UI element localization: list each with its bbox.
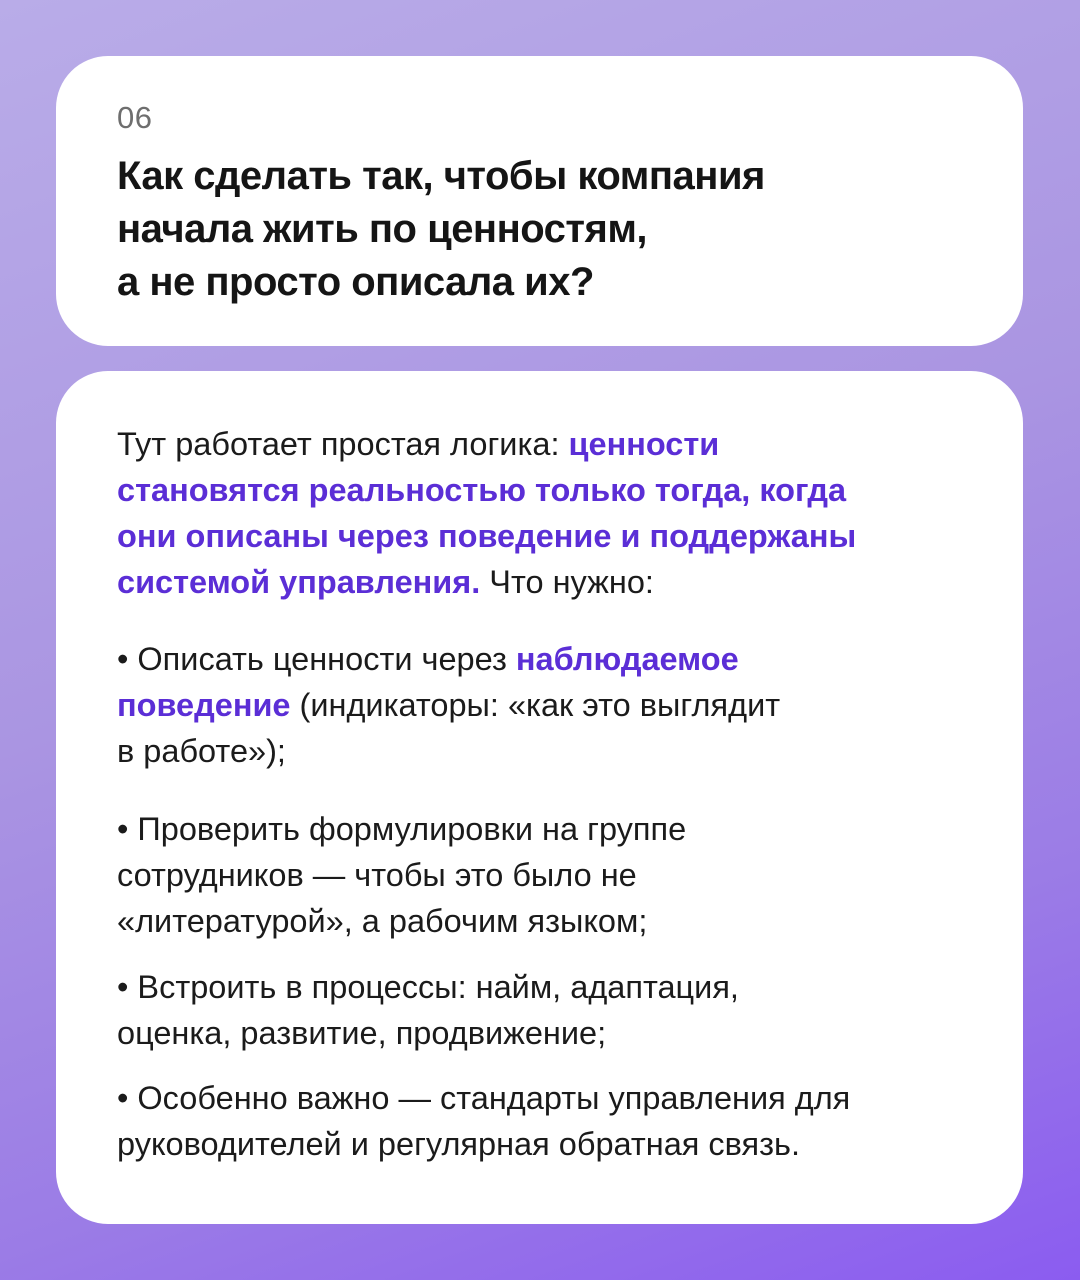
intro-highlight: они описаны через поведение и поддержаны (117, 518, 857, 554)
bullet-line: сотрудников — чтобы это было не (117, 857, 637, 893)
title-line: начала жить по ценностям, (117, 207, 648, 251)
bullet-highlight: поведение (117, 687, 291, 723)
slide-number: 06 (117, 100, 153, 135)
intro-highlight: становятся реальностью только тогда, когда (117, 472, 847, 508)
bullet-line: • Особенно важно — стандарты управления для (117, 1080, 851, 1116)
bullet-line (117, 636, 973, 682)
intro-line (117, 421, 973, 467)
bullet-line: в работе»); (117, 733, 286, 769)
intro-text: Тут работает простая логика: (117, 426, 569, 462)
bullet-line: «литературой», а рабочим языком; (117, 903, 648, 939)
bullet-item (117, 1075, 973, 1167)
bullet-line: руководителей и регулярная обратная связь. (117, 1126, 801, 1162)
bullet-item (117, 964, 973, 1056)
answer-card (56, 371, 1023, 1224)
title-line: Как сделать так, чтобы компания (117, 154, 765, 198)
bullet-text: • Описать ценности через (117, 641, 516, 677)
intro-line (117, 559, 973, 605)
intro-text: Что нужно: (480, 564, 654, 600)
slide-title (117, 150, 963, 309)
intro-highlight: ценности (568, 426, 720, 462)
bullet-text: (индикаторы: «как это выглядит (290, 687, 781, 723)
intro-paragraph (117, 421, 973, 605)
title-line: а не просто описала их? (117, 260, 594, 304)
bullet-line: • Проверить формулировки на группе (117, 811, 687, 847)
intro-highlight: системой управления. (117, 564, 481, 600)
bullet-line: • Встроить в процессы: найм, адаптация, (117, 969, 739, 1005)
bullet-line (117, 682, 973, 728)
bullet-highlight: наблюдаемое (515, 641, 739, 677)
bullet-line: оценка, развитие, продвижение; (117, 1015, 607, 1051)
question-card (56, 56, 1023, 346)
bullet-item (117, 806, 973, 944)
bullet-item (117, 636, 973, 774)
